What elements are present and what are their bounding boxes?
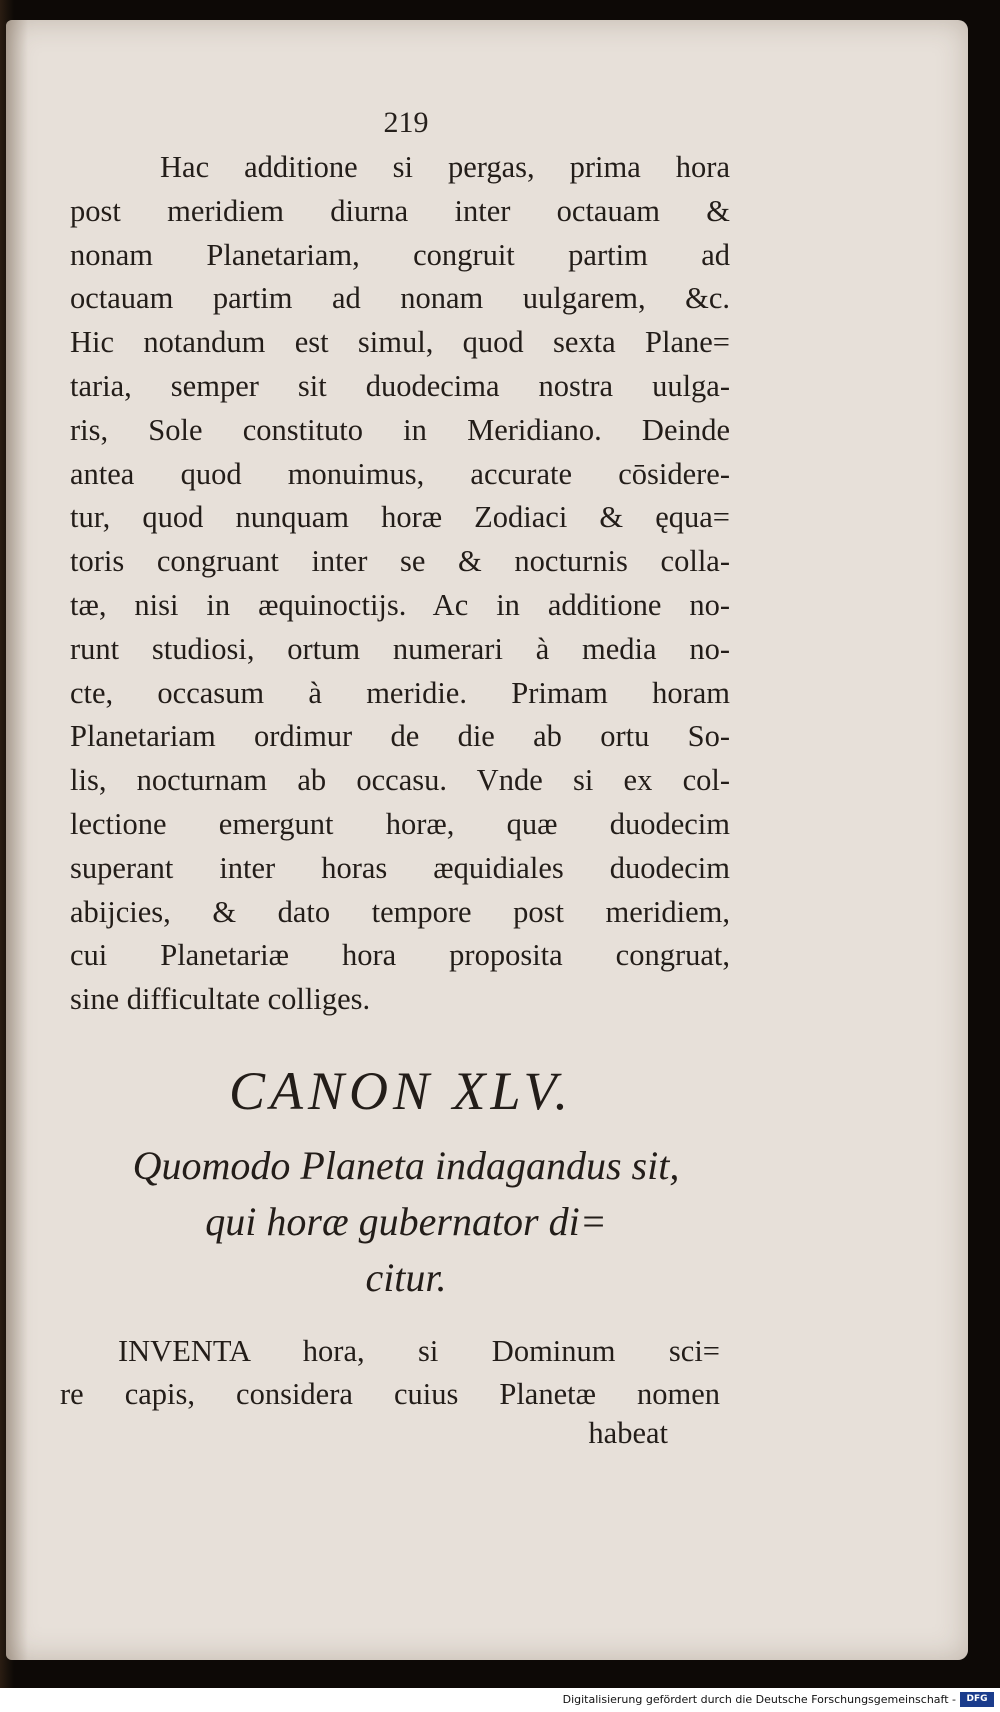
text-line: toris congruant inter se & nocturnis colla- [70, 544, 730, 579]
catchword: habeat [588, 1416, 668, 1450]
book-page [6, 20, 968, 1660]
page-number: 219 [383, 106, 429, 139]
section-subheading [46, 1138, 766, 1306]
paragraph-2 [60, 1330, 720, 1416]
text-line: lectione emergunt horæ, quæ duodecim [70, 806, 730, 841]
text-line: tæ, nisi in æquinoctijs. Ac in additione no- [70, 587, 730, 622]
text-line: INVENTA hora, si Dominum sci= [118, 1334, 720, 1368]
text-line: post meridiem diurna inter octauam & [70, 193, 730, 228]
text-line: Planetariam ordimur de die ab ortu So- [70, 719, 730, 754]
subheading-line: Quomodo Planeta indagandus sit, [132, 1143, 680, 1188]
paragraph-1 [70, 146, 730, 1022]
text-line: Hac additione si pergas, prima hora [160, 150, 730, 184]
text-line: re capis, considera cuius Planetæ nomen [60, 1377, 720, 1411]
text-line: taria, semper sit duodecima nostra uulga- [70, 368, 730, 403]
text-line: octauam partim ad nonam uulgarem, &c. [70, 281, 730, 316]
text-line: runt studiosi, ortum numerari à media no- [70, 631, 730, 666]
text-line: cui Planetariæ hora proposita congruat, [70, 938, 730, 973]
page-gutter-shadow [6, 20, 28, 1660]
footer-bar [0, 1688, 1000, 1712]
subheading-line: citur. [365, 1255, 447, 1300]
dfg-logo: DFG [960, 1692, 994, 1707]
text-line: superant inter horas æquidiales duodecim [70, 850, 730, 885]
funding-credit: Digitalisierung gefördert durch die Deutsche Forschungsgemeinschaft - [562, 1693, 956, 1706]
text-line: tur, quod nunquam horæ Zodiaci & ęqua= [70, 500, 730, 535]
text-line: sine difficultate colliges. [70, 982, 371, 1017]
subheading-line: qui horæ gubernator di= [205, 1199, 607, 1244]
text-line: lis, nocturnam ab occasu. Vnde si ex col- [70, 763, 730, 798]
text-line: Hic notandum est simul, quod sexta Plane= [70, 325, 730, 360]
text-line: nonam Planetariam, congruit partim ad [70, 237, 730, 272]
text-line: cte, occasum à meridie. Primam horam [70, 675, 730, 710]
canon-heading: CANON XLV. [228, 1061, 574, 1121]
text-line: antea quod monuimus, accurate cōsidere- [70, 456, 730, 491]
text-line: abijcies, & dato tempore post meridiem, [70, 894, 730, 929]
text-line: ris, Sole constituto in Meridiano. Deinde [70, 412, 730, 447]
